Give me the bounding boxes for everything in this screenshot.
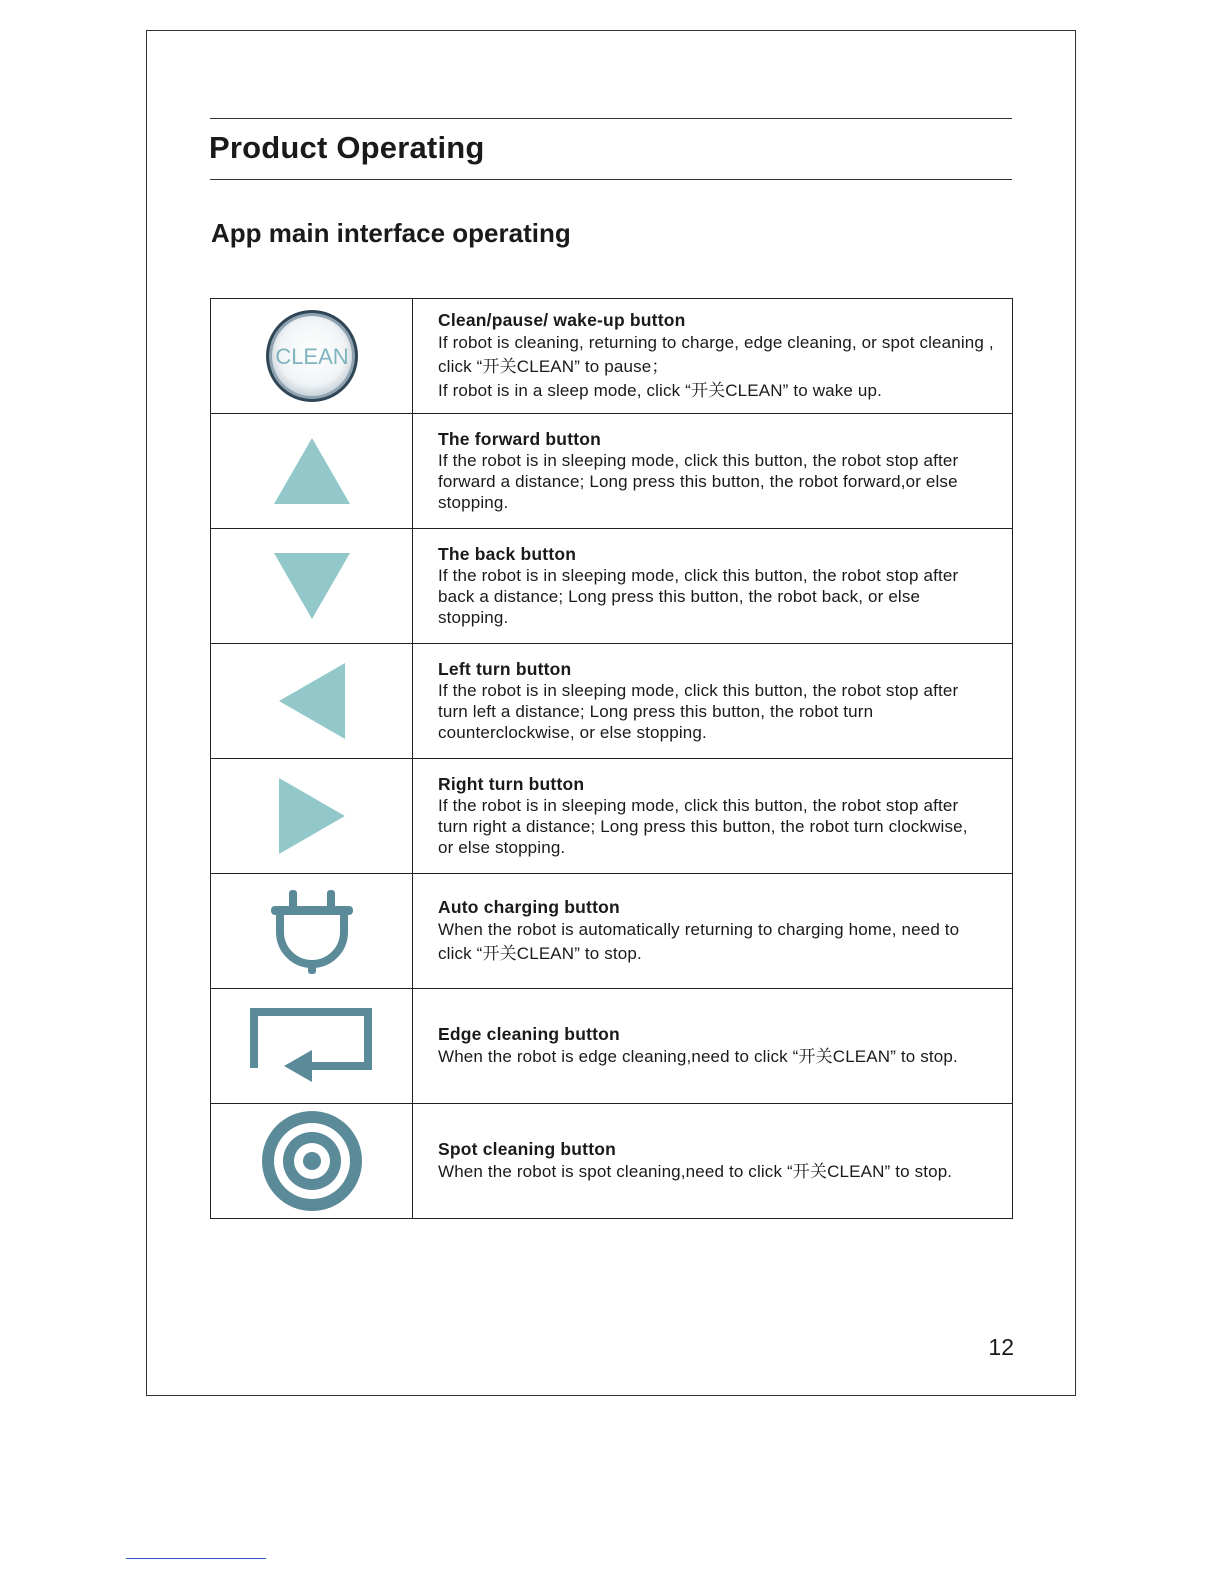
button-title: Clean/pause/ wake-up button — [438, 309, 686, 330]
text-cell — [413, 529, 1013, 644]
text-cell — [413, 759, 1013, 874]
text-cell — [413, 299, 1013, 414]
description-line: If the robot is in sleeping mode, click this button, the robot stop after — [438, 566, 959, 585]
table-row — [211, 989, 1013, 1104]
button-title: Auto charging button — [438, 896, 620, 917]
plug-icon — [267, 888, 357, 974]
button-title: Edge cleaning button — [438, 1023, 620, 1044]
table-row — [211, 874, 1013, 989]
description-line: stopping. — [438, 608, 509, 627]
right-turn-arrow-icon — [277, 776, 347, 856]
icon-cell — [211, 299, 413, 414]
table-row — [211, 529, 1013, 644]
description-line: If the robot is in sleeping mode, click this button, the robot stop after — [438, 681, 959, 700]
icon-cell — [211, 874, 413, 989]
button-title: Spot cleaning button — [438, 1138, 617, 1159]
footer-underline — [126, 1558, 266, 1559]
button-description — [438, 680, 994, 743]
header-rule-top — [210, 118, 1012, 119]
description-line: If robot is in a sleep mode, click “开关CLEAN” to wake up. — [438, 380, 882, 400]
button-title: The back button — [438, 544, 577, 564]
text-cell — [413, 989, 1013, 1104]
table-row — [211, 1104, 1013, 1219]
clean-button-icon — [264, 308, 360, 404]
description-line: turn left a distance; Long press this button, the robot turn — [438, 702, 874, 721]
icon-cell — [211, 529, 413, 644]
section-title: Product Operating — [209, 130, 485, 165]
description-line: back a distance; Long press this button, the robot back, or else — [438, 587, 921, 606]
button-description — [438, 918, 994, 966]
text-cell — [413, 644, 1013, 759]
button-reference-table — [210, 298, 1013, 1219]
text-cell — [413, 874, 1013, 989]
forward-arrow-icon — [272, 436, 352, 506]
icon-cell — [211, 989, 413, 1104]
description-line: click “开关CLEAN” to pause； — [438, 356, 669, 376]
icon-cell — [211, 1104, 413, 1219]
header-rule-bottom — [210, 179, 1012, 180]
icon-cell — [211, 759, 413, 874]
button-title: The forward button — [438, 429, 602, 449]
button-description — [438, 795, 994, 858]
description-line: When the robot is automatically returning to charging home, need to — [438, 919, 960, 939]
table-row — [211, 299, 1013, 414]
table-row — [211, 759, 1013, 874]
button-description — [438, 565, 994, 628]
target-icon — [260, 1109, 364, 1213]
description-line: If the robot is in sleeping mode, click this button, the robot stop after — [438, 451, 959, 470]
button-description — [438, 331, 994, 403]
description-line: When the robot is edge cleaning,need to click “开关CLEAN” to stop. — [438, 1046, 958, 1066]
description-line: or else stopping. — [438, 838, 566, 857]
button-title: Left turn button — [438, 659, 572, 679]
icon-cell — [211, 644, 413, 759]
table-row — [211, 644, 1013, 759]
button-description — [438, 1045, 994, 1069]
description-line: If the robot is in sleeping mode, click this button, the robot stop after — [438, 796, 959, 815]
left-turn-arrow-icon — [277, 661, 347, 741]
description-line: forward a distance; Long press this button, the robot forward,or else — [438, 472, 958, 491]
description-line: turn right a distance; Long press this button, the robot turn clockwise, — [438, 817, 968, 836]
page-number: 12 — [988, 1334, 1014, 1360]
description-line: stopping. — [438, 493, 509, 512]
back-arrow-icon — [272, 551, 352, 621]
button-title: Right turn button — [438, 774, 585, 794]
description-line: counterclockwise, or else stopping. — [438, 723, 707, 742]
edge-return-icon — [250, 1008, 374, 1084]
text-cell — [413, 414, 1013, 529]
text-cell — [413, 1104, 1013, 1219]
table-row — [211, 414, 1013, 529]
description-line: click “开关CLEAN” to stop. — [438, 943, 642, 963]
button-description — [438, 1160, 994, 1184]
clean-icon-label: CLEAN — [274, 344, 349, 369]
icon-cell — [211, 414, 413, 529]
description-line: If robot is cleaning, returning to charge, edge cleaning, or spot cleaning , — [438, 332, 994, 352]
description-line: When the robot is spot cleaning,need to click “开关CLEAN” to stop. — [438, 1161, 953, 1181]
button-description — [438, 450, 994, 513]
subsection-title: App main interface operating — [211, 218, 571, 248]
